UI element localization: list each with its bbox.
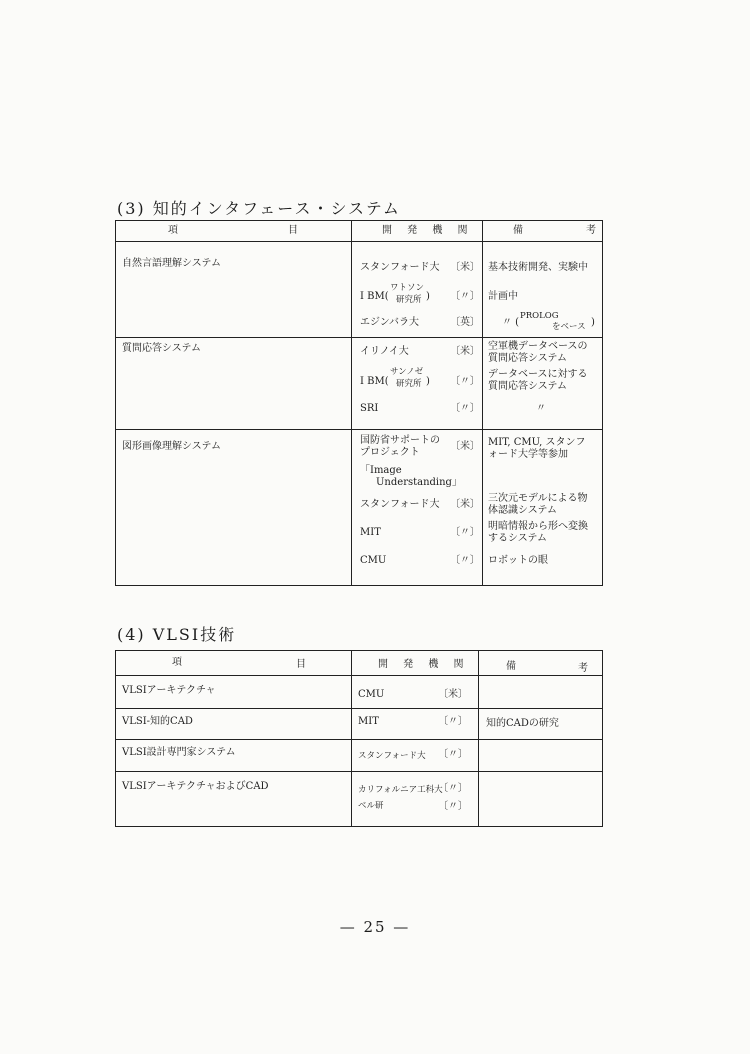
note-line-1: 明暗情報から形へ変換: [488, 521, 588, 532]
org-country: 〔米〕: [450, 441, 480, 452]
section4-title: (4) VLSI技術: [117, 625, 237, 644]
org-country: 〔〃〕: [450, 555, 480, 566]
column-divider: [482, 221, 483, 585]
header-item-b: 目: [296, 659, 306, 670]
item-label: 自然言語理解システム: [122, 258, 221, 269]
row-divider: [116, 337, 602, 338]
row-divider: [116, 739, 602, 740]
section3-table: [115, 220, 603, 586]
org-line-1: 「Image: [360, 465, 402, 476]
org-country: 〔米〕: [450, 346, 480, 357]
org-name: エジンバラ大: [360, 317, 420, 328]
org-sub-2: 研究所: [396, 379, 422, 389]
note-line-2: 体認識システム: [488, 505, 557, 516]
org-tail: ): [426, 291, 430, 302]
org-sub-2: 研究所: [396, 295, 422, 305]
org-country: 〔〃〕: [438, 716, 468, 727]
org-name: スタンフォード大: [360, 499, 440, 510]
note-text: 〃: [536, 403, 546, 414]
row-divider: [116, 429, 602, 430]
org-country: 〔〃〕: [438, 749, 468, 760]
note-text: ロボットの眼: [488, 555, 548, 566]
org-line-1: 国防省サポートの: [360, 435, 440, 446]
note-line-1: MIT, CMU, スタンフ: [488, 437, 586, 448]
org-name: MIT: [358, 716, 379, 727]
org-name: SRI: [360, 403, 379, 414]
org-country: 〔〃〕: [438, 783, 468, 794]
item-label: 図形画像理解システム: [122, 441, 221, 452]
org-country: 〔〃〕: [450, 403, 480, 414]
org-name: MIT: [360, 527, 381, 538]
org-name: スタンフォード大: [360, 262, 440, 273]
table-header: [116, 651, 602, 676]
header-item-b: 目: [288, 225, 298, 236]
org-country: 〔英〕: [450, 317, 480, 328]
org-country: 〔〃〕: [438, 801, 468, 812]
org-line-2: プロジェクト: [360, 447, 420, 458]
header-note-b: 考: [586, 225, 596, 236]
header-org: 開 発 機 関: [378, 659, 470, 670]
org-country: 〔〃〕: [450, 376, 480, 387]
page-number: — 25 —: [339, 918, 411, 936]
org-name: I BM(: [360, 291, 389, 302]
note-line-2: 質問応答システム: [488, 353, 567, 364]
item-label: VLSI-知的CAD: [122, 716, 193, 727]
org-name: スタンフォード大: [358, 751, 426, 761]
item-label: VLSIアーキテクチャおよびCAD: [122, 781, 269, 792]
header-item-a: 項: [168, 225, 178, 236]
header-note-a: 備: [506, 661, 516, 672]
section3-title: (3) 知的インタフェース・システム: [117, 199, 401, 218]
note-text: 知的CADの研究: [486, 718, 559, 729]
note-text: 計画中: [488, 291, 518, 302]
note-line-1: 空軍機データベースの: [488, 341, 588, 352]
header-item-a: 項: [172, 657, 182, 668]
row-divider: [116, 708, 602, 709]
note-text: 基本技術開発、実験中: [488, 262, 588, 273]
org-country: 〔〃〕: [450, 291, 480, 302]
org-line-2: ベル研: [358, 801, 384, 811]
note-line-2: するシステム: [488, 533, 547, 544]
note-sub-1: PROLOG: [520, 311, 559, 321]
org-country: 〔米〕: [438, 689, 468, 700]
org-name: CMU: [360, 555, 387, 566]
header-org: 開 発 機 関: [382, 225, 474, 236]
item-label: VLSI設計専門家システム: [122, 747, 236, 758]
note-line-2: 質問応答システム: [488, 381, 567, 392]
row-divider: [116, 771, 602, 772]
section4-table: [115, 650, 603, 827]
org-country: 〔〃〕: [450, 527, 480, 538]
org-sub-1: サンノゼ: [390, 367, 424, 377]
org-line-2: Understanding」: [376, 477, 462, 488]
note-tail: ): [591, 317, 595, 328]
org-sub-1: ワトソン: [390, 283, 425, 293]
org-name: イリノイ大: [360, 346, 409, 357]
org-name: I BM(: [360, 376, 389, 387]
org-line-1: カリフォルニア工科大: [358, 785, 443, 795]
table-header: [116, 221, 602, 242]
item-label: VLSIアーキテクチャ: [122, 685, 216, 696]
header-note-a: 備: [513, 225, 523, 236]
org-tail: ): [426, 376, 430, 387]
note-line-1: データベースに対する: [488, 369, 588, 380]
org-name: CMU: [358, 689, 385, 700]
item-label: 質問応答システム: [122, 343, 201, 354]
org-country: 〔米〕: [450, 262, 480, 273]
header-note-b: 考: [578, 663, 588, 674]
column-divider: [351, 221, 352, 585]
note-line-1: 三次元モデルによる物: [488, 493, 588, 504]
note-line-2: ォード大学等参加: [488, 449, 568, 460]
note-sub-2: をベース: [552, 322, 586, 332]
note-text: 〃 (: [502, 317, 520, 328]
org-country: 〔米〕: [450, 499, 480, 510]
